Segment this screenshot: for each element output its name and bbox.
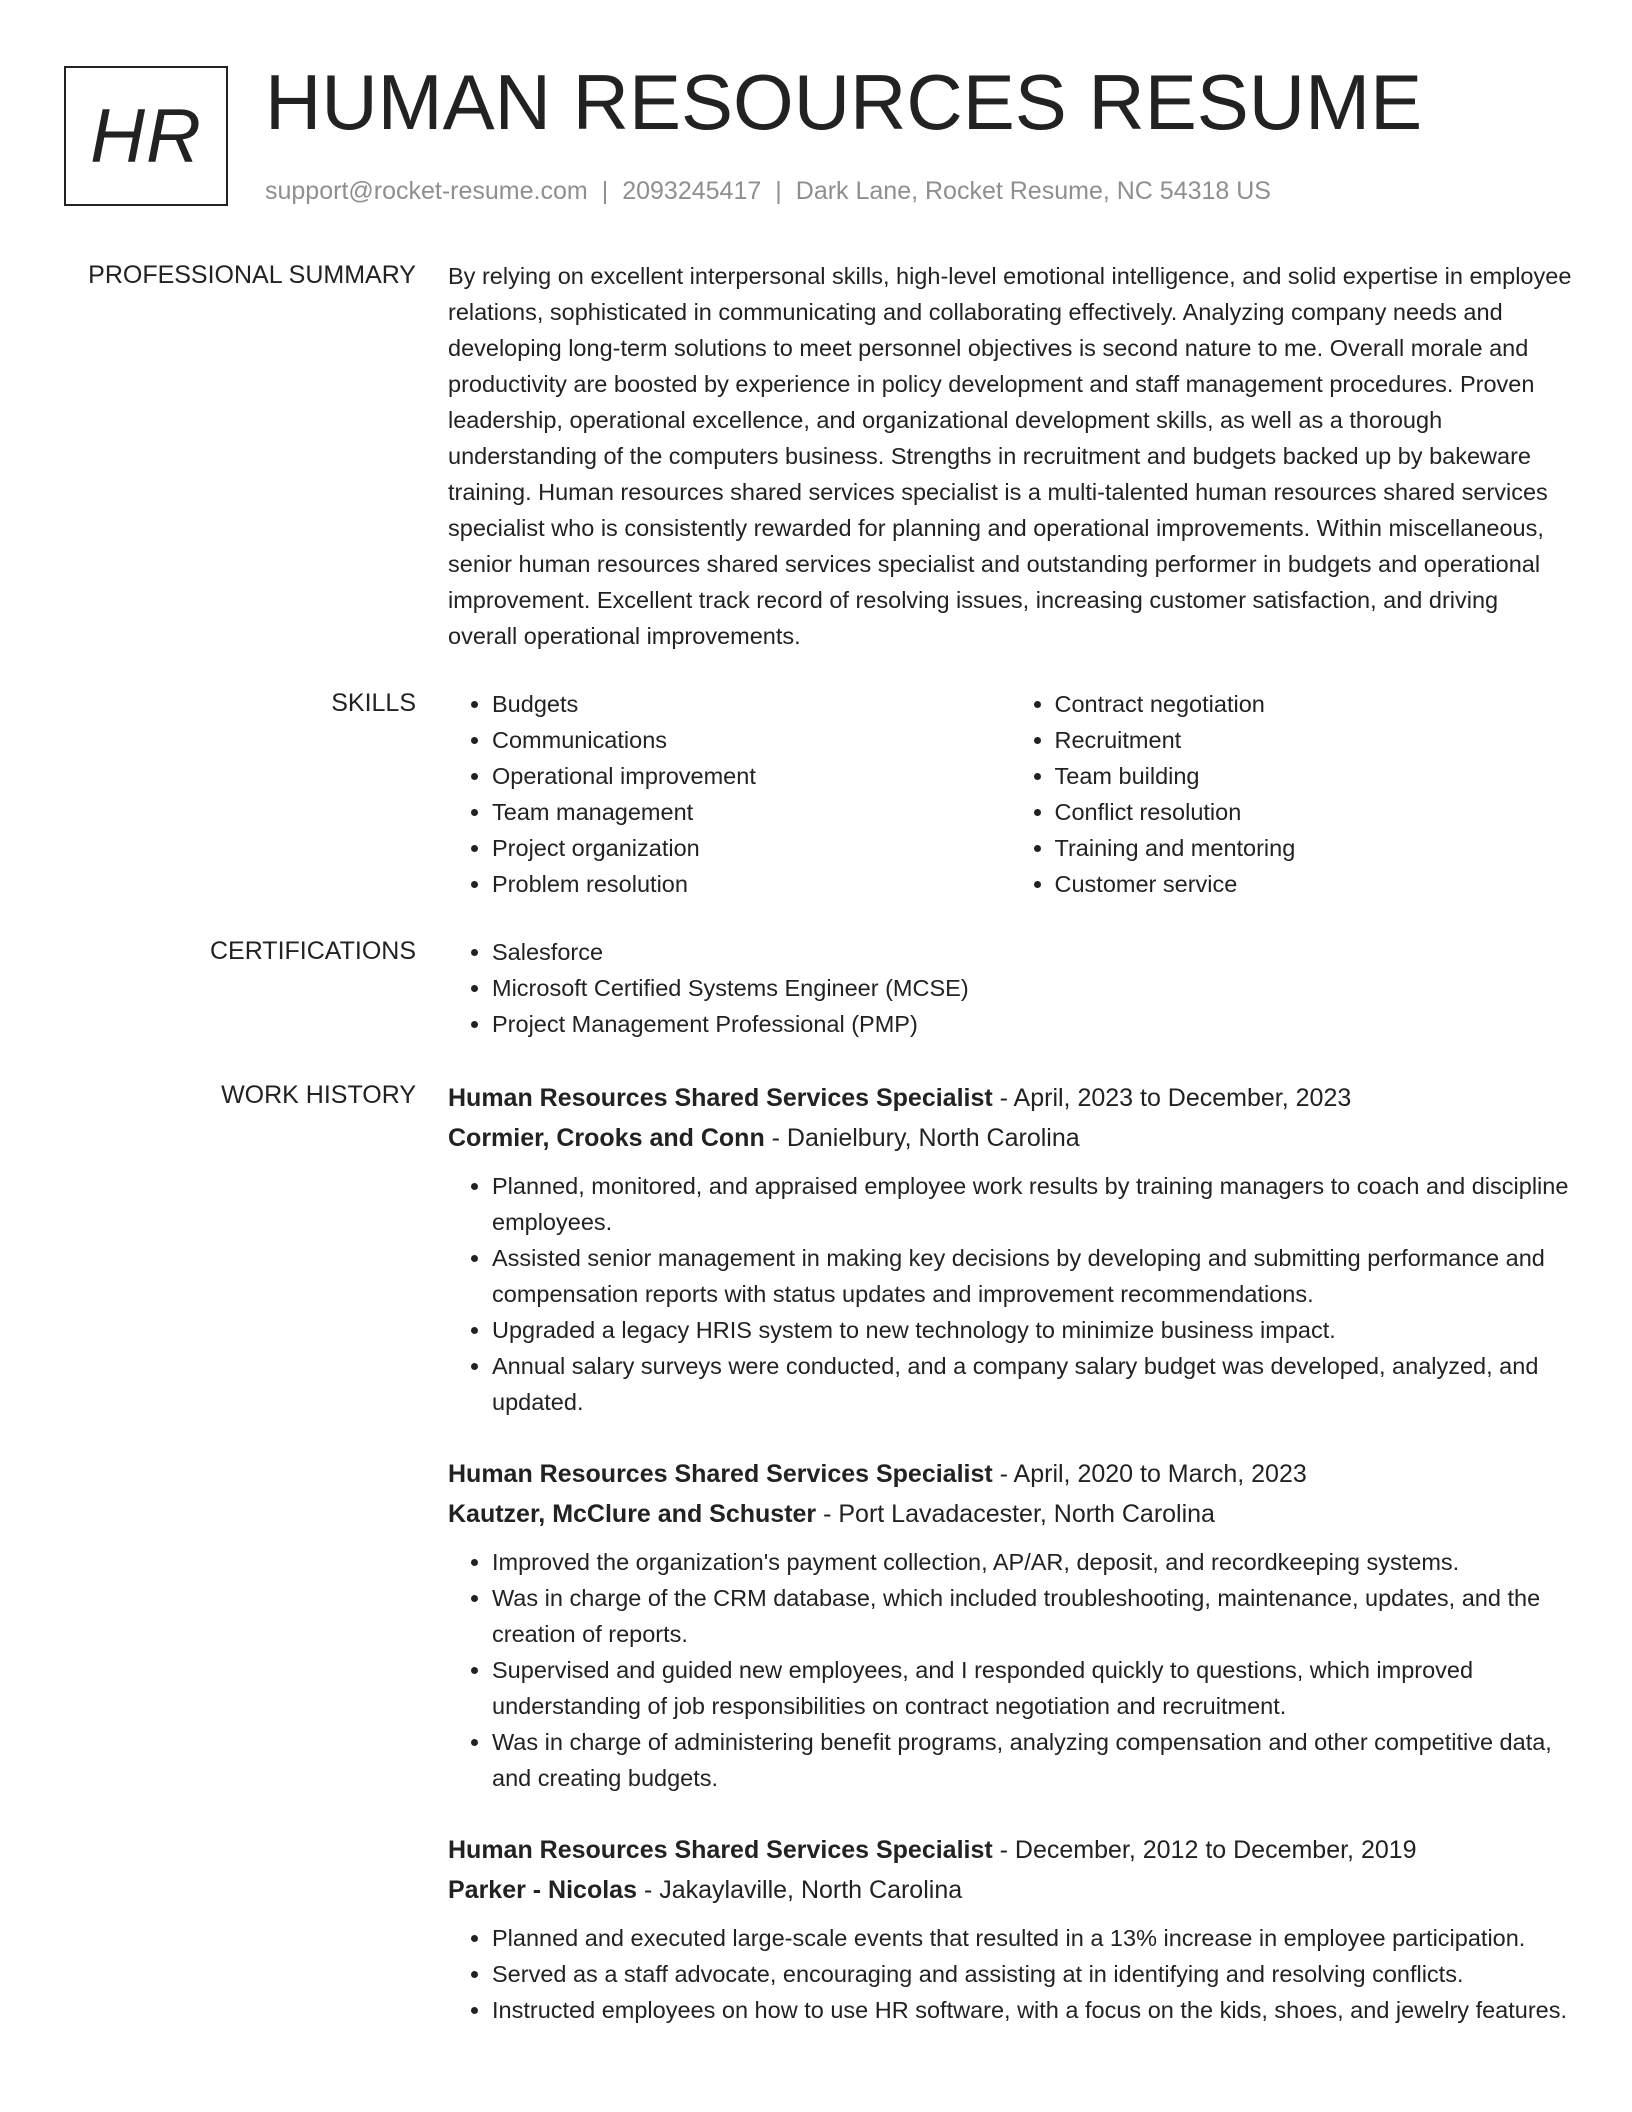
certifications-list <box>448 934 1573 1042</box>
job-bullet: • Supervised and guided new employees, and I responded quickly to questions, which improved understanding of job responsibilities on contract negotiation and recruitment. <box>492 1652 1573 1724</box>
skill-item: • Contract negotiation <box>1055 686 1574 722</box>
job-title: Human Resources Shared Services Specialist <box>448 1460 993 1488</box>
job-bullet: • Instructed employees on how to use HR software, with a focus on the kids, shoes, and jewelry features. <box>492 1992 1573 2028</box>
work-history-heading: WORK HISTORY <box>221 1081 416 1109</box>
job-dates: - April, 2020 to March, 2023 <box>992 1460 1307 1488</box>
job-bullet: • Was in charge of the CRM database, which included troubleshooting, maintenance, updates, and the creation of reports. <box>492 1580 1573 1652</box>
job-dates: - April, 2023 to December, 2023 <box>992 1084 1352 1112</box>
job-entry <box>448 1078 1573 1420</box>
summary-body <box>448 258 1573 654</box>
job-entry <box>448 1830 1573 2028</box>
skill-item: • Problem resolution <box>492 866 1011 902</box>
contact-address: Dark Lane, Rocket Resume, NC 54318 US <box>795 177 1271 205</box>
job-company-line <box>448 1494 1573 1534</box>
job-title: Human Resources Shared Services Specialist <box>448 1084 993 1112</box>
certifications-heading: CERTIFICATIONS <box>209 937 416 965</box>
job-bullets <box>448 1544 1573 1796</box>
skill-item: • Training and mentoring <box>1055 830 1574 866</box>
skills-heading: SKILLS <box>331 689 416 717</box>
resume-title: HUMAN RESOURCES RESUME <box>265 58 1423 146</box>
skill-item: • Operational improvement <box>492 758 1011 794</box>
job-bullet: • Was in charge of administering benefit programs, analyzing compensation and other competitive data, and creating budgets. <box>492 1724 1573 1796</box>
job-title-line <box>448 1454 1573 1494</box>
certification-item: • Project Management Professional (PMP) <box>492 1006 1573 1042</box>
skill-item: • Recruitment <box>1055 722 1574 758</box>
job-location: - Danielbury, North Carolina <box>764 1124 1080 1152</box>
job-bullet: • Assisted senior management in making key decisions by developing and submitting performance and compensation reports with status updates and improvement recommendations. <box>492 1240 1573 1312</box>
job-dates: - December, 2012 to December, 2019 <box>992 1836 1417 1864</box>
contact-phone[interactable]: 2093245417 <box>622 177 762 205</box>
job-company-line <box>448 1870 1573 1910</box>
job-title: Human Resources Shared Services Specialist <box>448 1836 993 1864</box>
certifications-body <box>448 934 1573 1042</box>
contact-email[interactable]: support@rocket-resume.com <box>265 177 588 205</box>
contact-separator: | <box>775 177 782 205</box>
job-company: Cormier, Crooks and Conn <box>448 1124 765 1152</box>
job-entry <box>448 1454 1573 1796</box>
job-bullets <box>448 1168 1573 1420</box>
job-title-line <box>448 1078 1573 1118</box>
job-location: - Port Lavadacester, North Carolina <box>816 1500 1215 1528</box>
work-history-body <box>448 1078 1573 2062</box>
skill-item: • Customer service <box>1055 866 1574 902</box>
job-bullet: • Planned and executed large-scale events that resulted in a 13% increase in employee participation. <box>492 1920 1573 1956</box>
skill-item: • Budgets <box>492 686 1011 722</box>
skill-item: • Team building <box>1055 758 1574 794</box>
summary-text: By relying on excellent interpersonal skills, high-level emotional intelligence, and solid expertise in employee relations, sophisticated in communicating and collaborating effectively. Analyzing company needs and developing long-term solutions to meet personnel objectives is second nature to me. Overall morale and productivity are boosted by experience in policy development and staff management procedures. Proven leadership, operational excellence, and organizational development skills, as well as a thorough understanding of the computers business. Strengths in recruitment and budgets backed up by bakeware training. Human resources shared services specialist is a multi-talented human resources shared services specialist who is consistently rewarded for planning and operational improvements. Within miscellaneous, senior human resources shared services specialist and outstanding performer in budgets and operational improvement. Excellent track record of resolving issues, increasing customer satisfaction, and driving overall operational improvements. <box>448 263 1572 649</box>
job-company: Kautzer, McClure and Schuster <box>448 1500 817 1528</box>
skill-item: • Communications <box>492 722 1011 758</box>
job-bullet: • Improved the organization's payment collection, AP/AR, deposit, and recordkeeping systems. <box>492 1544 1573 1580</box>
job-bullet: • Annual salary surveys were conducted, and a company salary budget was developed, analyzed, and updated. <box>492 1348 1573 1420</box>
certification-item: • Microsoft Certified Systems Engineer (MCSE) <box>492 970 1573 1006</box>
monogram-logo: HR <box>64 66 228 206</box>
skill-item: • Conflict resolution <box>1055 794 1574 830</box>
job-bullet: • Planned, monitored, and appraised employee work results by training managers to coach and discipline employees. <box>492 1168 1573 1240</box>
job-location: - Jakaylaville, North Carolina <box>637 1876 963 1904</box>
skills-body <box>448 686 1573 902</box>
contact-info <box>265 174 1271 208</box>
summary-heading: PROFESSIONAL SUMMARY <box>88 261 416 289</box>
job-bullets <box>448 1920 1573 2028</box>
skills-list-left <box>448 686 1011 902</box>
certification-item: • Salesforce <box>492 934 1573 970</box>
job-company-line <box>448 1118 1573 1158</box>
job-title-line <box>448 1830 1573 1870</box>
contact-separator: | <box>601 177 609 205</box>
skill-item: • Project organization <box>492 830 1011 866</box>
job-company: Parker - Nicolas <box>448 1876 637 1904</box>
skill-item: • Team management <box>492 794 1011 830</box>
skills-list-right <box>1011 686 1574 902</box>
job-bullet: • Served as a staff advocate, encouraging and assisting at in identifying and resolving conflicts. <box>492 1956 1573 1992</box>
job-bullet: • Upgraded a legacy HRIS system to new technology to minimize business impact. <box>492 1312 1573 1348</box>
